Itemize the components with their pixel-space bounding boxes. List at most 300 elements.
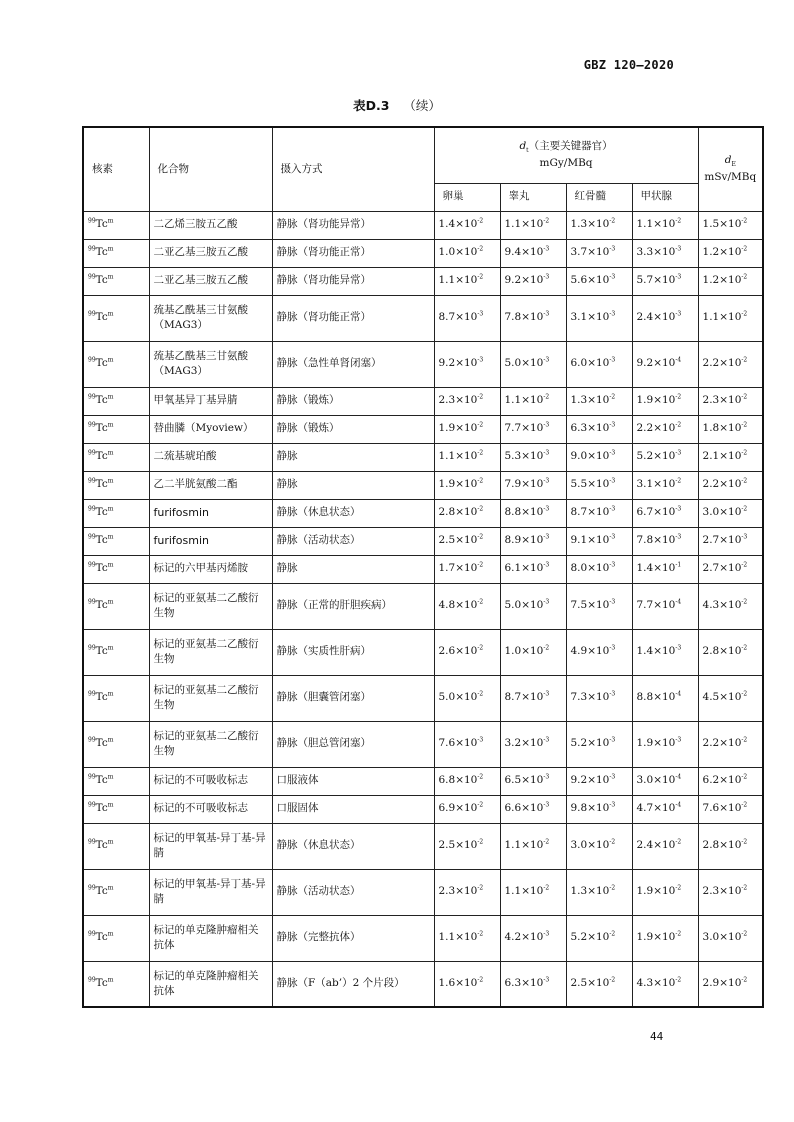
testis-dose-cell	[500, 555, 566, 583]
dose-exponent: -2	[477, 644, 484, 652]
compound-cell: 标记的甲氧基-异丁基-异腈	[149, 823, 272, 869]
nuclide-cell	[83, 295, 149, 341]
dose-exponent: -3	[609, 773, 616, 781]
route-cell: 静脉（活动状态）	[272, 527, 434, 555]
dose-mantissa: 1.1×10	[636, 218, 676, 231]
red-marrow-dose-cell	[566, 675, 632, 721]
thyroid-dose-cell	[632, 961, 698, 1007]
dose-mantissa: 5.7×10	[636, 274, 676, 287]
dose-mantissa: 1.4×10	[636, 645, 676, 658]
ovary-dose-cell	[434, 415, 500, 443]
dose-mantissa: 1.1×10	[504, 394, 544, 407]
red-marrow-dose-cell	[566, 471, 632, 499]
compound-cell: 标记的亚氨基二乙酸衍生物	[149, 629, 272, 675]
dose-mantissa: 6.9×10	[438, 802, 478, 815]
dose-mantissa: 9.2×10	[636, 357, 676, 370]
red-marrow-dose-cell	[566, 555, 632, 583]
dose-exponent: -2	[741, 976, 748, 984]
compound-cell: 标记的不可吸收标志	[149, 767, 272, 795]
dose-mantissa: 4.2×10	[504, 931, 544, 944]
header-organ-dose-group	[434, 127, 698, 183]
dose-exponent: -3	[543, 356, 550, 364]
dose-mantissa: 6.6×10	[504, 802, 544, 815]
dose-exponent: -2	[477, 561, 484, 569]
effective-dose-cell	[698, 961, 763, 1007]
red-marrow-dose-cell	[566, 823, 632, 869]
effective-dose-cell	[698, 387, 763, 415]
ovary-dose-cell	[434, 239, 500, 267]
nuclide-mass-number: 99	[88, 976, 96, 984]
dose-mantissa: 2.1×10	[702, 450, 742, 463]
dose-exponent: -2	[609, 838, 616, 846]
dose-mantissa: 5.0×10	[504, 357, 544, 370]
dose-mantissa: 1.9×10	[636, 885, 676, 898]
dose-exponent: -2	[543, 393, 550, 401]
testis-dose-cell	[500, 341, 566, 387]
ovary-dose-cell	[434, 767, 500, 795]
nuclide-cell	[83, 341, 149, 387]
dose-exponent: -2	[741, 356, 748, 364]
nuclide-symbol: Tc	[95, 885, 108, 898]
nuclide-symbol: Tc	[95, 478, 108, 491]
route-cell: 口服固体	[272, 795, 434, 823]
nuclide-mass-number: 99	[88, 393, 96, 401]
testis-dose-cell	[500, 527, 566, 555]
testis-dose-cell	[500, 915, 566, 961]
ovary-dose-cell	[434, 341, 500, 387]
dose-exponent: -2	[543, 838, 550, 846]
nuclide-metastable: m	[107, 477, 114, 485]
testis-dose-cell	[500, 499, 566, 527]
dose-exponent: -2	[609, 930, 616, 938]
red-marrow-dose-cell	[566, 961, 632, 1007]
dose-exponent: -3	[609, 421, 616, 429]
dose-exponent: -2	[477, 690, 484, 698]
dose-mantissa: 1.4×10	[438, 218, 478, 231]
organ-dose-unit: mGy/MBq	[539, 157, 593, 170]
compound-cell: furifosmin	[149, 527, 272, 555]
dose-mantissa: 8.9×10	[504, 534, 544, 547]
nuclide-symbol: Tc	[95, 357, 108, 370]
nuclide-symbol: Tc	[95, 246, 108, 259]
dose-exponent: -4	[675, 801, 682, 809]
dose-mantissa: 2.9×10	[702, 977, 742, 990]
nuclide-mass-number: 99	[88, 477, 96, 485]
route-cell: 静脉（肾功能异常）	[272, 211, 434, 239]
dose-exponent: -3	[477, 736, 484, 744]
route-cell: 静脉（休息状态）	[272, 499, 434, 527]
route-cell: 静脉（肾功能异常）	[272, 267, 434, 295]
thyroid-dose-cell	[632, 415, 698, 443]
header-organ-ovary: 卵巢	[434, 183, 500, 211]
testis-dose-cell	[500, 471, 566, 499]
dose-exponent: -3	[675, 273, 682, 281]
nuclide-symbol: Tc	[95, 931, 108, 944]
ovary-dose-cell	[434, 443, 500, 471]
dose-exponent: -2	[477, 976, 484, 984]
dose-exponent: -2	[477, 217, 484, 225]
nuclide-mass-number: 99	[88, 310, 96, 318]
dose-exponent: -2	[741, 736, 748, 744]
nuclide-symbol: Tc	[95, 394, 108, 407]
dose-mantissa: 8.0×10	[570, 562, 610, 575]
dose-mantissa: 5.5×10	[570, 478, 610, 491]
nuclide-metastable: m	[107, 644, 114, 652]
thyroid-dose-cell	[632, 471, 698, 499]
dose-exponent: -3	[609, 449, 616, 457]
dose-mantissa: 1.1×10	[438, 450, 478, 463]
thyroid-dose-cell	[632, 527, 698, 555]
thyroid-dose-cell	[632, 239, 698, 267]
table-row	[83, 555, 763, 583]
thyroid-dose-cell	[632, 915, 698, 961]
table-row	[83, 471, 763, 499]
dose-mantissa: 2.2×10	[636, 422, 676, 435]
thyroid-dose-cell	[632, 823, 698, 869]
nuclide-metastable: m	[107, 838, 114, 846]
dose-exponent: -3	[609, 310, 616, 318]
organ-dose-symbol: d	[519, 140, 527, 153]
testis-dose-cell	[500, 961, 566, 1007]
dose-exponent: -2	[477, 838, 484, 846]
dose-mantissa: 2.5×10	[438, 839, 478, 852]
dose-exponent: -3	[741, 533, 748, 541]
dose-mantissa: 9.2×10	[438, 357, 478, 370]
dose-mantissa: 9.2×10	[570, 774, 610, 787]
thyroid-dose-cell	[632, 583, 698, 629]
table-row	[83, 443, 763, 471]
testis-dose-cell	[500, 767, 566, 795]
testis-dose-cell	[500, 721, 566, 767]
compound-cell: 标记的甲氧基-异丁基-异腈	[149, 869, 272, 915]
nuclide-cell	[83, 443, 149, 471]
route-cell: 静脉	[272, 555, 434, 583]
nuclide-mass-number: 99	[88, 505, 96, 513]
testis-dose-cell	[500, 267, 566, 295]
effective-dose-cell	[698, 527, 763, 555]
dose-mantissa: 6.0×10	[570, 357, 610, 370]
dose-mantissa: 6.3×10	[570, 422, 610, 435]
dose-exponent: -3	[543, 801, 550, 809]
dose-exponent: -3	[609, 690, 616, 698]
dose-mantissa: 2.4×10	[636, 311, 676, 324]
compound-cell: 巯基乙酰基三甘氨酸（MAG3）	[149, 341, 272, 387]
dose-exponent: -3	[543, 449, 550, 457]
dose-mantissa: 5.0×10	[438, 691, 478, 704]
dose-mantissa: 2.2×10	[702, 478, 742, 491]
dose-mantissa: 1.9×10	[636, 737, 676, 750]
dose-mantissa: 2.7×10	[702, 562, 742, 575]
nuclide-symbol: Tc	[95, 562, 108, 575]
testis-dose-cell	[500, 795, 566, 823]
nuclide-cell	[83, 499, 149, 527]
nuclide-metastable: m	[107, 736, 114, 744]
dose-exponent: -2	[675, 930, 682, 938]
dose-exponent: -3	[543, 561, 550, 569]
nuclide-symbol: Tc	[95, 977, 108, 990]
table-row	[83, 239, 763, 267]
dose-exponent: -2	[477, 477, 484, 485]
route-cell: 静脉	[272, 443, 434, 471]
dose-mantissa: 8.7×10	[570, 506, 610, 519]
dose-exponent: -3	[609, 273, 616, 281]
nuclide-metastable: m	[107, 561, 114, 569]
dose-mantissa: 2.8×10	[438, 506, 478, 519]
dose-exponent: -2	[477, 801, 484, 809]
nuclide-cell	[83, 675, 149, 721]
nuclide-mass-number: 99	[88, 644, 96, 652]
ovary-dose-cell	[434, 211, 500, 239]
dose-exponent: -3	[543, 477, 550, 485]
compound-cell: furifosmin	[149, 499, 272, 527]
dose-exponent: -3	[675, 505, 682, 513]
nuclide-mass-number: 99	[88, 561, 96, 569]
dose-exponent: -4	[675, 773, 682, 781]
nuclide-symbol: Tc	[95, 450, 108, 463]
dose-exponent: -2	[741, 838, 748, 846]
red-marrow-dose-cell	[566, 239, 632, 267]
ovary-dose-cell	[434, 961, 500, 1007]
dose-mantissa: 4.7×10	[636, 802, 676, 815]
nuclide-metastable: m	[107, 598, 114, 606]
red-marrow-dose-cell	[566, 795, 632, 823]
ovary-dose-cell	[434, 527, 500, 555]
effective-dose-symbol: d	[724, 154, 732, 167]
dose-exponent: -2	[477, 505, 484, 513]
dose-mantissa: 5.2×10	[636, 450, 676, 463]
effective-dose-cell	[698, 675, 763, 721]
dose-mantissa: 3.0×10	[702, 931, 742, 944]
testis-dose-cell	[500, 415, 566, 443]
dose-exponent: -2	[741, 310, 748, 318]
route-cell: 口服液体	[272, 767, 434, 795]
dose-mantissa: 1.4×10	[636, 562, 676, 575]
thyroid-dose-cell	[632, 267, 698, 295]
table-row	[83, 499, 763, 527]
dose-mantissa: 6.8×10	[438, 774, 478, 787]
dose-mantissa: 5.2×10	[570, 931, 610, 944]
effective-dose-cell	[698, 443, 763, 471]
testis-dose-cell	[500, 583, 566, 629]
dose-exponent: -2	[741, 884, 748, 892]
dose-exponent: -2	[477, 773, 484, 781]
nuclide-mass-number: 99	[88, 773, 96, 781]
nuclide-cell	[83, 387, 149, 415]
dose-exponent: -4	[675, 598, 682, 606]
effective-dose-cell	[698, 869, 763, 915]
dose-exponent: -2	[477, 393, 484, 401]
dose-mantissa: 2.3×10	[702, 394, 742, 407]
dose-mantissa: 1.9×10	[438, 478, 478, 491]
dose-exponent: -3	[609, 477, 616, 485]
nuclide-cell	[83, 583, 149, 629]
red-marrow-dose-cell	[566, 387, 632, 415]
dose-mantissa: 3.0×10	[702, 506, 742, 519]
dose-exponent: -2	[741, 217, 748, 225]
nuclide-cell	[83, 415, 149, 443]
nuclide-metastable: m	[107, 449, 114, 457]
header-organ-testis: 睾丸	[500, 183, 566, 211]
compound-cell: 巯基乙酰基三甘氨酸（MAG3）	[149, 295, 272, 341]
table-title	[0, 96, 794, 114]
dose-exponent: -2	[609, 976, 616, 984]
dose-exponent: -3	[609, 533, 616, 541]
route-cell: 静脉（完整抗体）	[272, 915, 434, 961]
dose-exponent: -3	[675, 449, 682, 457]
compound-cell: 二亚乙基三胺五乙酸	[149, 239, 272, 267]
dose-mantissa: 1.2×10	[702, 274, 742, 287]
nuclide-cell	[83, 915, 149, 961]
nuclide-metastable: m	[107, 356, 114, 364]
compound-cell: 替曲膦（Myoview）	[149, 415, 272, 443]
dose-mantissa: 9.4×10	[504, 246, 544, 259]
effective-dose-cell	[698, 267, 763, 295]
dose-mantissa: 7.3×10	[570, 691, 610, 704]
dose-mantissa: 7.6×10	[438, 737, 478, 750]
dose-exponent: -4	[675, 690, 682, 698]
organ-dose-note: （主要关键器官）	[528, 140, 613, 153]
dose-exponent: -2	[609, 884, 616, 892]
dose-exponent: -4	[675, 356, 682, 364]
nuclide-metastable: m	[107, 773, 114, 781]
dose-mantissa: 3.0×10	[570, 839, 610, 852]
table-row	[83, 767, 763, 795]
nuclide-mass-number: 99	[88, 690, 96, 698]
thyroid-dose-cell	[632, 341, 698, 387]
dose-mantissa: 1.1×10	[504, 839, 544, 852]
red-marrow-dose-cell	[566, 915, 632, 961]
route-cell: 静脉（肾功能正常）	[272, 295, 434, 341]
dose-exponent: -2	[741, 273, 748, 281]
table-row	[83, 823, 763, 869]
nuclide-symbol: Tc	[95, 506, 108, 519]
nuclide-symbol: Tc	[95, 802, 108, 815]
dose-mantissa: 7.7×10	[504, 422, 544, 435]
dose-mantissa: 3.2×10	[504, 737, 544, 750]
nuclide-symbol: Tc	[95, 422, 108, 435]
thyroid-dose-cell	[632, 499, 698, 527]
nuclide-cell	[83, 961, 149, 1007]
dose-mantissa: 7.8×10	[504, 311, 544, 324]
effective-dose-cell	[698, 915, 763, 961]
dose-exponent: -3	[675, 533, 682, 541]
nuclide-metastable: m	[107, 393, 114, 401]
nuclide-symbol: Tc	[95, 534, 108, 547]
table-row	[83, 527, 763, 555]
red-marrow-dose-cell	[566, 211, 632, 239]
route-cell: 静脉（急性单肾闭塞）	[272, 341, 434, 387]
dose-exponent: -3	[609, 736, 616, 744]
compound-cell: 标记的单克隆肿瘤相关抗体	[149, 961, 272, 1007]
dose-mantissa: 2.4×10	[636, 839, 676, 852]
dose-exponent: -2	[741, 561, 748, 569]
thyroid-dose-cell	[632, 295, 698, 341]
nuclide-metastable: m	[107, 801, 114, 809]
testis-dose-cell	[500, 675, 566, 721]
dose-mantissa: 2.2×10	[702, 737, 742, 750]
thyroid-dose-cell	[632, 675, 698, 721]
nuclide-cell	[83, 795, 149, 823]
ovary-dose-cell	[434, 629, 500, 675]
compound-cell: 乙二半胱氨酸二酯	[149, 471, 272, 499]
effective-dose-cell	[698, 555, 763, 583]
testis-dose-cell	[500, 443, 566, 471]
dose-mantissa: 6.2×10	[702, 774, 742, 787]
dose-mantissa: 7.8×10	[636, 534, 676, 547]
table-row	[83, 629, 763, 675]
dose-mantissa: 8.8×10	[636, 691, 676, 704]
ovary-dose-cell	[434, 823, 500, 869]
dose-exponent: -3	[609, 245, 616, 253]
dose-mantissa: 4.5×10	[702, 691, 742, 704]
dose-mantissa: 2.7×10	[702, 534, 742, 547]
dose-mantissa: 2.3×10	[438, 885, 478, 898]
route-cell: 静脉（锻炼）	[272, 415, 434, 443]
testis-dose-cell	[500, 629, 566, 675]
nuclide-cell	[83, 629, 149, 675]
compound-cell: 标记的六甲基丙烯胺	[149, 555, 272, 583]
route-cell: 静脉（胆囊管闭塞）	[272, 675, 434, 721]
dose-mantissa: 1.1×10	[504, 218, 544, 231]
dose-exponent: -3	[609, 561, 616, 569]
testis-dose-cell	[500, 211, 566, 239]
dose-exponent: -2	[543, 217, 550, 225]
thyroid-dose-cell	[632, 629, 698, 675]
nuclide-mass-number: 99	[88, 838, 96, 846]
testis-dose-cell	[500, 295, 566, 341]
effective-dose-cell	[698, 415, 763, 443]
dose-mantissa: 5.6×10	[570, 274, 610, 287]
nuclide-metastable: m	[107, 533, 114, 541]
header-organ-thyroid: 甲状腺	[632, 183, 698, 211]
dose-exponent: -3	[477, 310, 484, 318]
dose-mantissa: 8.8×10	[504, 506, 544, 519]
red-marrow-dose-cell	[566, 443, 632, 471]
standard-code: GBZ 120—2020	[583, 58, 674, 72]
dose-mantissa: 3.1×10	[636, 478, 676, 491]
dose-exponent: -3	[543, 976, 550, 984]
dose-mantissa: 4.9×10	[570, 645, 610, 658]
table-row	[83, 961, 763, 1007]
thyroid-dose-cell	[632, 443, 698, 471]
red-marrow-dose-cell	[566, 527, 632, 555]
nuclide-symbol: Tc	[95, 599, 108, 612]
table-row	[83, 211, 763, 239]
dose-mantissa: 2.5×10	[570, 977, 610, 990]
dose-mantissa: 1.6×10	[438, 977, 478, 990]
dose-exponent: -2	[741, 801, 748, 809]
nuclide-metastable: m	[107, 976, 114, 984]
header-route: 摄入方式	[272, 127, 434, 211]
dose-mantissa: 4.3×10	[702, 599, 742, 612]
dose-mantissa: 2.3×10	[702, 885, 742, 898]
dose-exponent: -3	[675, 736, 682, 744]
dose-exponent: -2	[477, 598, 484, 606]
dose-mantissa: 7.9×10	[504, 478, 544, 491]
effective-dose-cell	[698, 341, 763, 387]
dose-mantissa: 1.3×10	[570, 885, 610, 898]
dose-mantissa: 2.8×10	[702, 645, 742, 658]
header-nuclide: 核素	[83, 127, 149, 211]
table-row	[83, 415, 763, 443]
dose-exponent: -2	[741, 449, 748, 457]
dose-mantissa: 1.3×10	[570, 394, 610, 407]
dose-exponent: -3	[675, 644, 682, 652]
compound-cell: 标记的单克隆肿瘤相关抗体	[149, 915, 272, 961]
compound-cell: 标记的亚氨基二乙酸衍生物	[149, 583, 272, 629]
thyroid-dose-cell	[632, 555, 698, 583]
dose-exponent: -2	[543, 644, 550, 652]
